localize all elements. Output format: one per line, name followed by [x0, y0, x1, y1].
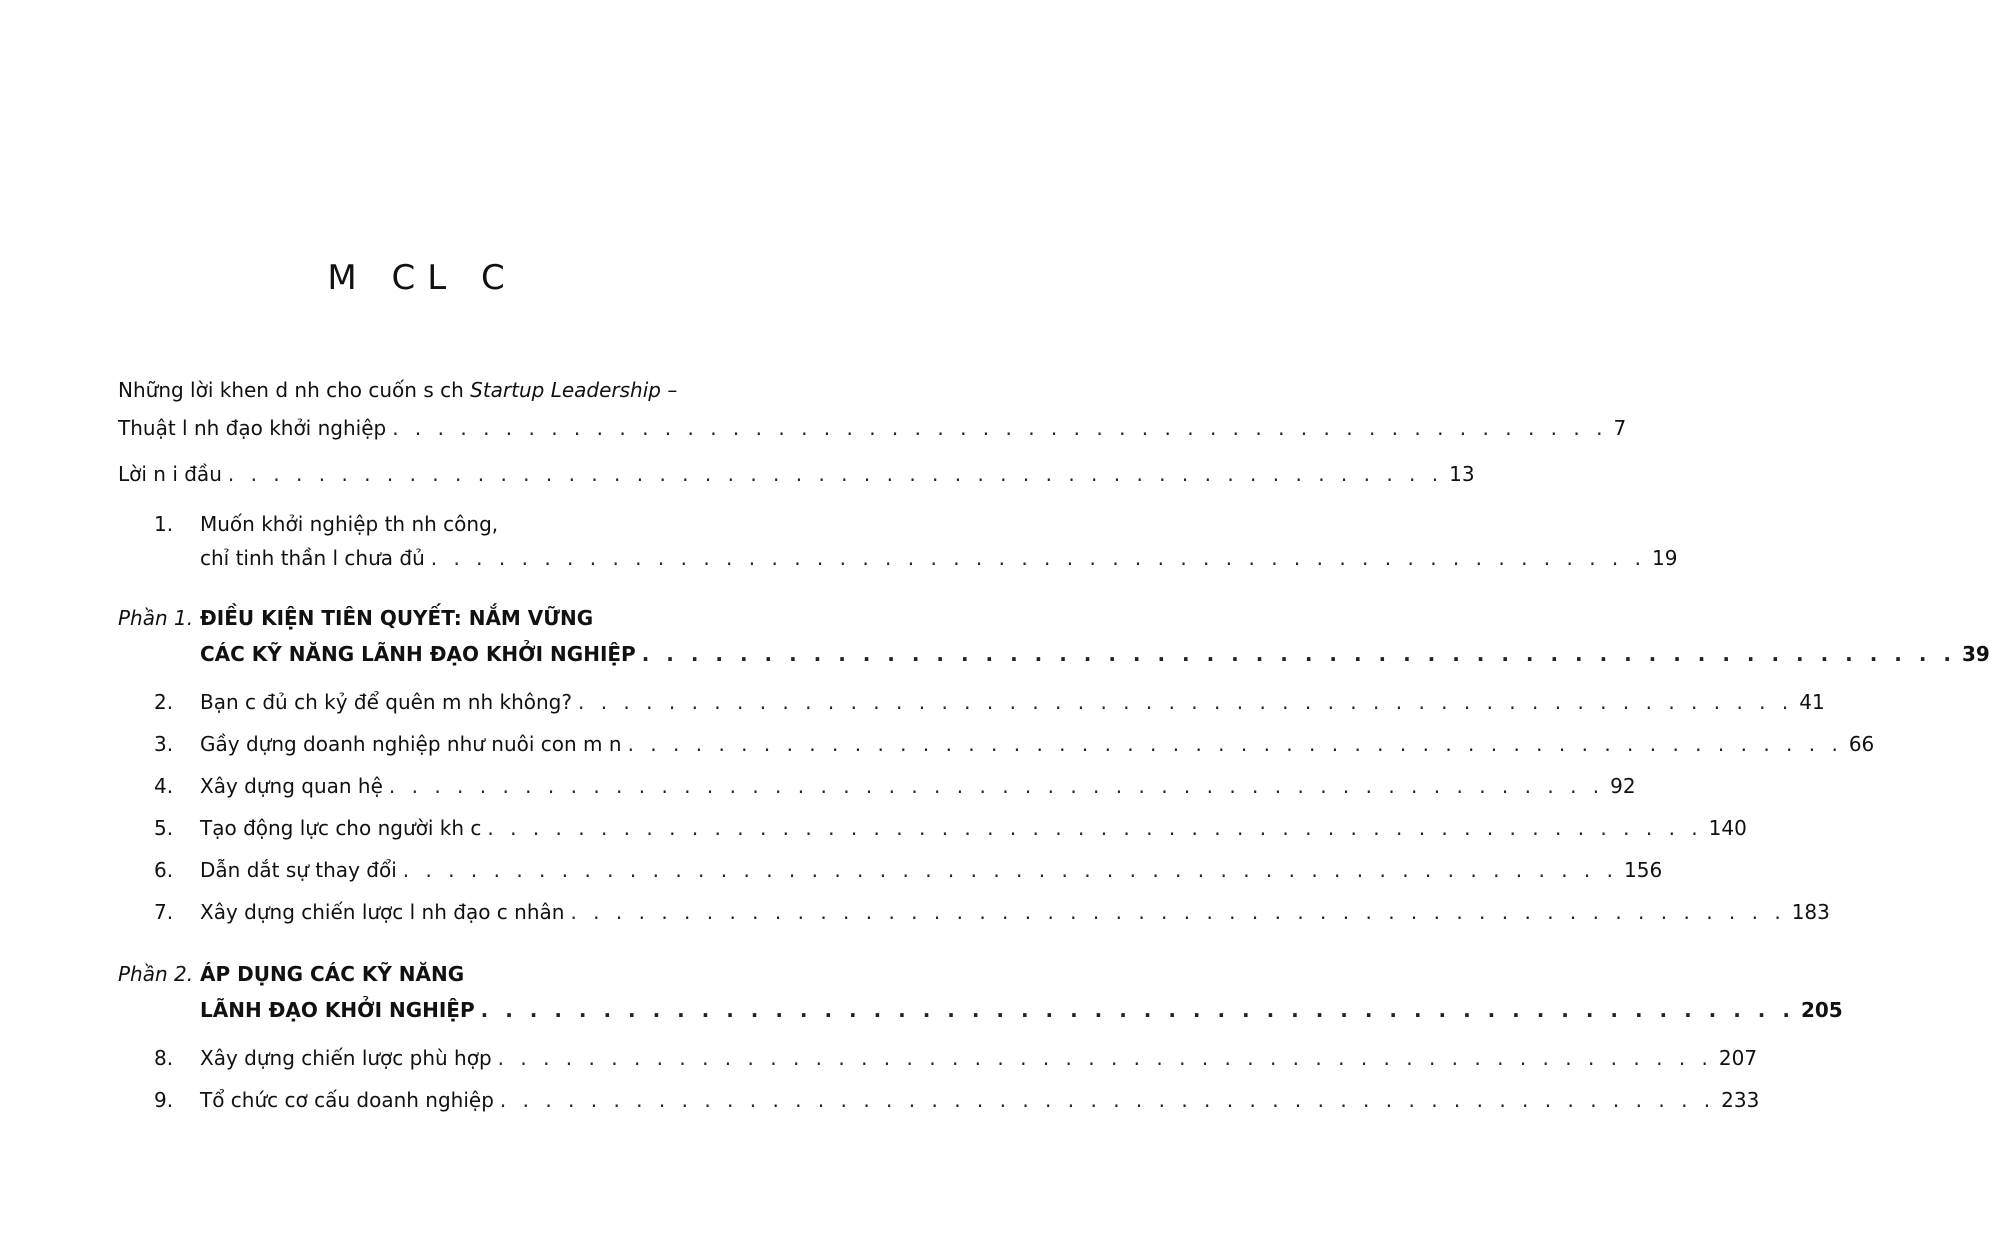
dot-leader: . . . . . . . . . . . . . . . . . . . . . . . . . . . . . . . . . . . . . . . . . . . . . . . . . . . . . .	[497, 1046, 1713, 1070]
chapter-number: 6.	[154, 858, 174, 882]
part-label: Phần 1.	[118, 606, 194, 630]
toc-entry[interactable]	[200, 1046, 1758, 1070]
book-title: Startup Leadership	[470, 378, 661, 402]
part-title: LÃNH ĐẠO KHỞI NGHIỆP	[200, 998, 475, 1022]
chapter-number: 2.	[154, 690, 174, 714]
part-title-line1	[200, 606, 593, 630]
dot-leader: . . . . . . . . . . . . . . . . . . . . . . . . . . . . . . . . . . . . . . . . . . . . . . . . . . . . . .	[627, 732, 1843, 756]
toc-entry[interactable]	[200, 858, 1663, 882]
toc-entry[interactable]	[200, 900, 1830, 924]
page-title: M CL C	[327, 258, 517, 298]
dot-leader: . . . . . . . . . . . . . . . . . . . . . . . . . . . . . . . . . . . . . . . . . . . . . . . . . . . . . .	[430, 546, 1646, 570]
toc-entry-ch1[interactable]	[200, 546, 1678, 570]
dot-leader: . . . . . . . . . . . . . . . . . . . . . . . . . . . . . . . . . . . . . . . . . . . . . . . . . . . . . .	[402, 858, 1618, 882]
dash: –	[660, 378, 678, 402]
dot-leader: . . . . . . . . . . . . . . . . . . . . . . . . . . . . . . . . . . . . . . . . . . . . . . . . . . . . . .	[578, 690, 1794, 714]
dot-leader: . . . . . . . . . . . . . . . . . . . . . . . . . . . . . . . . . . . . . . . . . . . . . . . . . . . . . .	[641, 642, 1957, 666]
dot-leader: . . . . . . . . . . . . . . . . . . . . . . . . . . . . . . . . . . . . . . . . . . . . . . . . . . . . . .	[499, 1088, 1716, 1112]
chapter-number: 1.	[154, 512, 174, 536]
toc-entry-label: Xây dựng quan hệ	[200, 774, 383, 798]
dot-leader: . . . . . . . . . . . . . . . . . . . . . . . . . . . . . . . . . . . . . . . . . . . . . . . . . . . . . .	[227, 462, 1444, 486]
toc-entry-label: chỉ tinh thần l chưa đủ	[200, 546, 425, 570]
part-title: CÁC KỸ NĂNG LÃNH ĐẠO KHỞI NGHIỆP	[200, 642, 636, 666]
page-number: 183	[1791, 900, 1830, 924]
toc-entry-label: Lời n i đầu	[118, 462, 222, 486]
toc-entry-part1[interactable]	[200, 642, 1990, 666]
toc-entry-text: Những lời khen d nh cho cuốn s ch	[118, 378, 471, 402]
page-number: 140	[1708, 816, 1747, 840]
toc-entry[interactable]	[200, 1088, 1760, 1112]
toc-entry-label: Xây dựng chiến lược phù hợp	[200, 1046, 492, 1070]
toc-entry[interactable]	[200, 690, 1825, 714]
page-number: 66	[1848, 732, 1875, 756]
toc-entry-label: Bạn c đủ ch kỷ để quên m nh không?	[200, 690, 572, 714]
chapter-number: 8.	[154, 1046, 174, 1070]
part-title-line1	[200, 962, 464, 986]
toc-entry-ch1-line1	[200, 512, 498, 536]
toc-entry[interactable]	[200, 732, 1875, 756]
chapter-number: 7.	[154, 900, 174, 924]
toc-entry-label: Muốn khởi nghiệp th nh công,	[200, 512, 499, 536]
part-title: ĐIỀU KIỆN TIÊN QUYẾT: NẮM VỮNG	[200, 606, 594, 630]
page-number: 7	[1613, 416, 1627, 440]
dot-leader: . . . . . . . . . . . . . . . . . . . . . . . . . . . . . . . . . . . . . . . . . . . . . . . . . . . . . .	[570, 900, 1786, 924]
chapter-number: 5.	[154, 816, 174, 840]
toc-entry-praise-line1	[118, 378, 677, 402]
toc-entry[interactable]	[200, 774, 1636, 798]
toc-entry-label: Gầy dựng doanh nghiệp như nuôi con m n	[200, 732, 622, 756]
part-label: Phần 2.	[118, 962, 194, 986]
page-number: 39	[1962, 642, 1990, 666]
toc-entry-label: Tạo động lực cho người kh c	[200, 816, 482, 840]
chapter-number: 3.	[154, 732, 174, 756]
dot-leader: . . . . . . . . . . . . . . . . . . . . . . . . . . . . . . . . . . . . . . . . . . . . . . . . . . . . . .	[388, 774, 1605, 798]
toc-entry-label: Xây dựng chiến lược l nh đạo c nhân	[200, 900, 565, 924]
toc-entry-preface[interactable]	[118, 462, 1475, 486]
chapter-number: 9.	[154, 1088, 174, 1112]
toc-entry-praise[interactable]	[118, 416, 1627, 440]
page-number: 41	[1799, 690, 1825, 714]
page-number: 13	[1449, 462, 1475, 486]
toc-entry-part2[interactable]	[200, 998, 1843, 1022]
part-title: ÁP DỤNG CÁC KỸ NĂNG	[200, 962, 465, 986]
toc-entry-label: Thuật l nh đạo khởi nghiệp	[118, 416, 387, 440]
toc-entry-label: Dẫn dắt sự thay đổi	[200, 858, 397, 882]
toc-entry[interactable]	[200, 816, 1747, 840]
page-number: 92	[1610, 774, 1636, 798]
page-number: 19	[1652, 546, 1678, 570]
page-number: 205	[1800, 998, 1843, 1022]
page-number: 233	[1721, 1088, 1760, 1112]
page-number: 156	[1624, 858, 1663, 882]
dot-leader: . . . . . . . . . . . . . . . . . . . . . . . . . . . . . . . . . . . . . . . . . . . . . . . . . . . . . .	[480, 998, 1795, 1022]
page-number: 207	[1718, 1046, 1758, 1070]
chapter-number: 4.	[154, 774, 174, 798]
dot-leader: . . . . . . . . . . . . . . . . . . . . . . . . . . . . . . . . . . . . . . . . . . . . . . . . . . . . . .	[487, 816, 1703, 840]
toc-entry-label: Tổ chức cơ cấu doanh nghiệp	[200, 1088, 494, 1112]
dot-leader: . . . . . . . . . . . . . . . . . . . . . . . . . . . . . . . . . . . . . . . . . . . . . . . . . . . . . .	[392, 416, 1608, 440]
